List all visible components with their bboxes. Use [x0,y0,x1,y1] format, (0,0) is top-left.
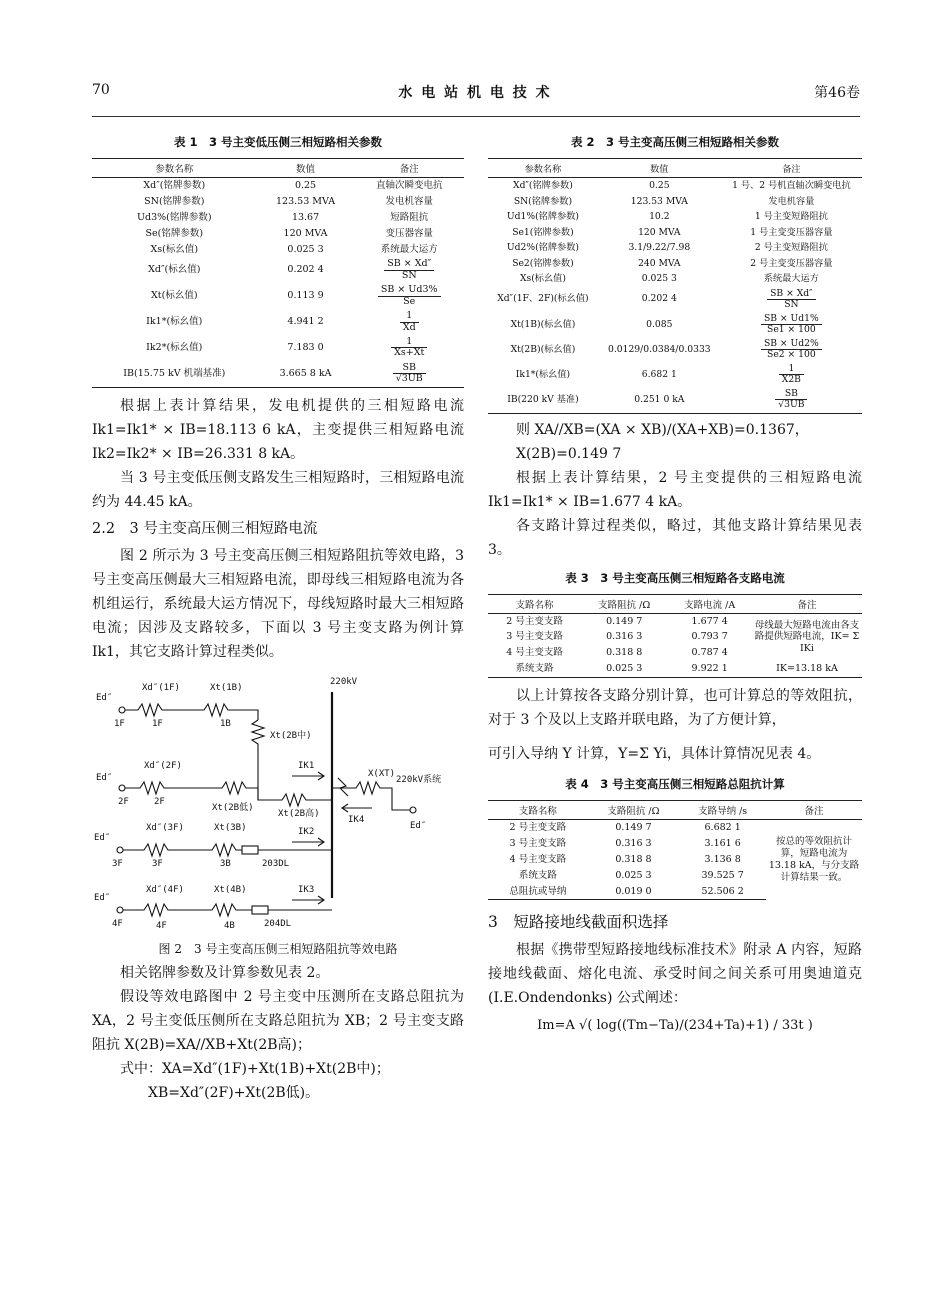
ik1-arrow [292,772,324,780]
node-label: 3B [220,858,231,869]
table4 [488,800,862,900]
breaker-204dl [252,906,268,914]
table1 [92,158,464,388]
paragraph: 图 2 所示为 3 号主变高压侧三相短路阻抗等效电路，3 号主变高压侧最大三相短路电流，即母线三相短路电流为各机组运行，系统最大运方情况下，母线短路时最大三相短路电流；因涉及支路较多，下面以 3 号主变支路为例计算 Ik1，其它支路计算过程类似。 [92,547,464,660]
xd-label: Xd″(2F) [144,760,182,771]
table-row: Xs(标幺值) 0.025 3 系统最大运方 [150,243,438,255]
table-row: Xs(标幺值) 0.025 3 系统最大运方 [519,273,819,284]
breaker-label: 203DL [262,858,290,869]
xt2b-high-label: Xt(2B高) [278,808,320,819]
fault-mark [338,778,348,796]
ondendonks-formula: Im=A √( log((Tm−Ta)/(234+Ta)+1) / 33t ) [537,1018,813,1034]
breaker-label: 204DL [264,918,292,929]
table4-col-admittance: 支路导纳 /s [679,801,766,820]
table1-col-note: 备注 [355,159,465,178]
table-row: Xt(2B)(标幺值) 0.0129/0.0384/0.0333 $\frac{SB \times Ud2\%}{Se2 \times 100}$ [488,337,862,362]
xt-label: Xt(1B) [210,682,243,693]
circuit-diagram [92,670,464,936]
formula-line: 式中：XA=Xd″(1F)+Xt(1B)+Xt(2B中)； [120,1060,390,1077]
paragraph: 根据上表计算结果，发电机提供的三相短路电流 Ik1=Ik1* × IB=18.113 6 kA，主变提供三相短路电流 Ik2=Ik2* × IB=26.331 8 kA。 [92,397,464,462]
section-heading-2-2: 2.2 3 号主变高压侧三相短路电流 [92,520,318,537]
table2-col-name: 参数名称 [488,159,598,178]
node-label: 4F [112,918,123,929]
xt-system-label: X(XT) [368,768,396,779]
table-row: Xt(1B)(标幺值) 0.085 $\frac{SB \times Ud1\%}{Se1 \times 100}$ [488,312,862,337]
table3-caption: 表 3 3 号主变高压侧三相短路各支路电流 [565,570,785,585]
table4-col-impedance: 支路阻抗 /Ω [588,801,680,820]
table-row: 系统支路 0.025 3 39.525 7 [518,869,744,881]
table4-col-note: 备注 [766,801,862,820]
table-row: Ik2*(标幺值) 7.183 0 $\frac{1}{Xs+Xt}$ [92,335,464,361]
table-row: Ud2%(铭牌参数) 3.1/9.22/7.98 2 号主变短路阻抗 [506,242,828,253]
paragraph: 根据上表计算结果，2 号主变提供的三相短路电流 Ik1=Ik1* × IB=1.677 4 kA。 [488,469,862,510]
paragraph: 可引入导纳 Y 计算，Y=Σ Yi，具体计算情况见表 4。 [488,746,821,763]
node-label: 4F [156,920,167,931]
table-row: 4 号主变支路 0.318 8 3.136 8 [509,853,741,865]
left-column [92,130,464,1105]
table3-col-current: 支路电流 /A [667,594,752,613]
ed-label: Ed″ [94,832,111,843]
table-row: Xt(标幺值) 0.113 9 $\frac{SB \times Ud3\%}{Se}$ [92,283,464,309]
section-heading-3: 3 短路接地线截面积选择 [488,913,669,932]
table1-col-value: 数值 [257,159,355,178]
ik4-arrow [342,804,372,812]
paragraph: 各支路计算过程类似，略过，其他支路计算结果见表 3。 [488,517,862,558]
table-row: 2 号主变支路 0.149 7 6.682 1 按总的等效阻抗计算，短路电流为 13.18 kA，与分支路计算结果一致。 [488,820,862,836]
source-node [119,707,125,713]
table-row: 3 号主变支路 0.316 3 0.793 7 [506,631,728,643]
table-row: 总阻抗或导纳 0.019 0 52.506 2 [488,884,862,900]
table2-caption: 表 2 3 号主变高压侧三相短路相关参数 [570,135,779,149]
table2-col-value: 数值 [598,159,721,178]
breaker-203dl [242,846,258,854]
table-row: Xd″(标幺值) 0.202 4 $\frac{SB \times Xd''}{SN}$ [92,257,464,283]
table-row: Xd″(铭牌参数) 0.25 直轴次瞬变电抗 [143,180,443,191]
xd-label: Xd″(3F) [146,822,184,833]
ik1-label: IK1 [298,760,315,771]
wire [258,788,332,806]
ik2-arrow [292,838,324,846]
table1-caption: 表 1 3 号主变低压侧三相短路相关参数 [173,135,382,149]
table3-col-name: 支路名称 [488,594,581,613]
table-row: Ud3%(铭牌参数) 13.67 短路阻抗 [137,211,429,223]
ed-label: Ed″ [94,892,111,903]
ed-label: Ed″ [96,772,113,783]
bus-label: 220kV [330,676,358,687]
node-label: 3F [112,858,123,869]
formula-line: XB=Xd″(2F)+Xt(2B低)。 [148,1084,320,1101]
ik3-arrow [292,896,324,904]
source-node [119,785,125,791]
wire [125,704,258,720]
source-node [117,847,123,853]
wire [123,844,242,856]
node-label: 1F [152,718,163,729]
table-row: IB(220 kV 基准) 0.251 0 kA $\frac{SB}{√3UB}$ [488,387,862,413]
formula-line: X(2B)=0.149 7 [516,445,622,462]
table-row: Ik1*(标幺值) 4.941 2 $\frac{1}{Xd}$ [92,309,464,335]
table3-note-total: IK=13.18 kA [752,661,862,677]
xt2b-mid-label: Xt(2B中) [270,730,312,741]
ik2-label: IK2 [298,826,315,837]
node-label: 1F [114,718,125,729]
wire [123,904,252,916]
table1-col-name: 参数名称 [92,159,257,178]
table-row: Se2(铭牌参数) 240 MVA 2 号主变变压器容量 [512,257,833,269]
ik4-label: IK4 [348,814,365,825]
paragraph: 根据《携带型短路接地线标准技术》附录 A 内容，短路接地线截面、熔化电流、承受时间之间关系可用奥迪道克 (I.E.Ondendonks) 公式阐述： [488,942,862,1007]
table-row: Xd″(1F、2F)(标幺值) 0.202 4 $\frac{SB \times Xd''}{SN}$ [488,287,862,312]
paragraph: 当 3 号主变低压侧支路发生三相短路时，三相短路电流约为 44.45 kA。 [92,469,464,510]
table3-col-note: 备注 [752,594,862,613]
node-label: 4B [224,920,235,931]
node-label: 2F [154,796,165,807]
xt-label: Xt(2B低) [212,802,254,813]
table4-note: 按总的等效阻抗计算，短路电流为 13.18 kA，与分支路计算结果一致。 [768,836,860,883]
source-node [410,807,416,813]
table-row: Ud1%(铭牌参数) 10.2 1 号主变短路阻抗 [506,211,828,222]
source-node [117,907,123,913]
wire [125,782,258,794]
table-row: SN(铭牌参数) 123.53 MVA 发电机容量 [513,195,815,207]
xt-label: Xt(3B) [214,822,247,833]
right-column [488,130,862,1033]
xt-label: Xt(4B) [214,884,247,895]
xd-label: Xd″(1F) [142,682,180,693]
table-row: 系统支路 0.025 3 9.922 1 IK=13.18 kA [488,661,862,677]
page-number: 70 [92,82,110,98]
table2 [488,158,862,414]
system-label: 220kV系统 [396,774,442,785]
table-row: Xd″(铭牌参数) 0.25 1 号、2 号机直轴次瞬变电抗 [513,180,851,191]
table-row: 4 号主变支路 0.318 8 0.787 4 [506,647,728,659]
ed-label: Ed″ [96,692,113,703]
paragraph: 相关铭牌参数及计算参数见表 2。 [120,964,330,981]
node-label: 1B [220,718,231,729]
journal-title: 水 电 站 机 电 技 术 [398,85,552,101]
figure-caption: 图 2 3 号主变高压侧三相短路阻抗等效电路 [158,941,398,956]
table-row: SN(铭牌参数) 123.53 MVA 发电机容量 [144,195,433,207]
formula-line: 则 XA//XB=(XA × XB)/(XA+XB)=0.1367， [516,421,809,438]
header-rule [92,116,860,117]
table-row: 3 号主变支路 0.316 3 3.161 6 [509,837,741,849]
xd-label: Xd″(4F) [146,884,184,895]
paragraph: 以上计算按各支路分别计算，也可计算总的等效阻抗，对于 3 个及以上支路并联电路，为了方便计算， [488,688,862,729]
table-row: Se1(铭牌参数) 120 MVA 1 号主变变压器容量 [512,226,833,238]
table2-col-note: 备注 [721,159,862,178]
paragraph: 假设等效电路图中 2 号主变中压测所在支路总阻抗为 XA，2 号主变低压侧所在支路总阻抗为 XB；2 号主变支路阻抗 X(2B)=XA//XB+Xt(2B高)； [92,988,464,1053]
ik3-label: IK3 [298,884,315,895]
table-row: Se(铭牌参数) 120 MVA 变压器容量 [145,227,433,239]
table-row: Ik1*(标幺值) 6.682 1 $\frac{1}{X2B}$ [488,362,862,387]
table-row: IB(15.75 kV 机端基准) 3.665 8 kA $\frac{SB}{√3UB}$ [92,361,464,387]
table-row: 2 号主变支路 0.149 7 1.677 4 母线最大短路电流由各支路提供短路电流，IK= Σ IKi [488,613,862,629]
volume-label: 第46卷 [814,85,860,101]
table3 [488,594,862,679]
table3-note: 母线最大短路电流由各支路提供短路电流，IK= Σ IKi [754,619,860,655]
node-label: 2F [118,796,129,807]
table4-col-name: 支路名称 [488,801,588,820]
table3-col-impedance: 支路阻抗 /Ω [581,594,667,613]
node-label: 3F [152,858,163,869]
ed-label: Ed″ [410,820,427,831]
table4-caption: 表 4 3 号主变高压侧三相短路总阻抗计算 [565,777,785,792]
